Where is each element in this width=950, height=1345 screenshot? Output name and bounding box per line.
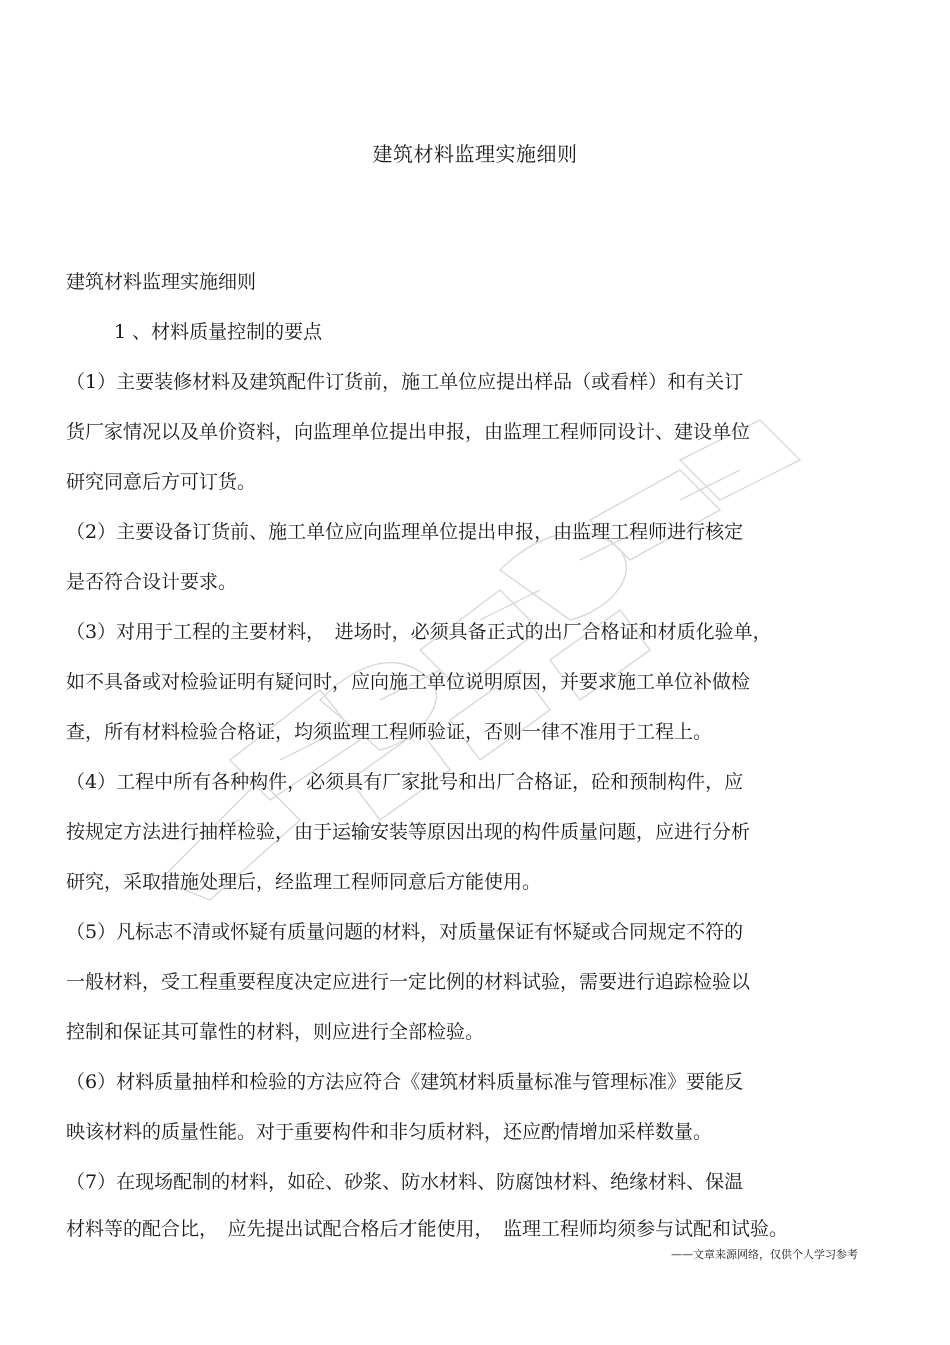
body-line: 建筑材料监理实施细则	[66, 271, 257, 293]
body-line: 研究，采取措施处理后，经监理工程师同意后方能使用。	[66, 871, 542, 893]
body-line: 一般材料，受工程重要程度决定应进行一定比例的材料试验，需要进行追踪检验以	[66, 971, 751, 993]
body-line: 材料等的配合比， 应先提出试配合格后才能使用， 监理工程师均须参与试配和试验。	[66, 1218, 789, 1240]
body-line: 如不具备或对检验证明有疑问时，应向施工单位说明原因，并要求施工单位补做检	[66, 671, 751, 693]
body-line: （1）主要装修材料及建筑配件订货前，施工单位应提出样品（或看样）和有关订	[66, 371, 744, 393]
body-line: （4）工程中所有各种构件，必须具有厂家批号和出厂合格证，砼和预制构件，应	[66, 771, 744, 793]
body-line: 映该材料的质量性能。对于重要构件和非匀质材料，还应酌情增加采样数量。	[66, 1121, 713, 1143]
body-line: 是否符合设计要求。	[66, 571, 238, 593]
body-line: （6）材料质量抽样和检验的方法应符合《建筑材料质量标准与管理标准》要能反	[66, 1071, 744, 1093]
body-line: 控制和保证其可靠性的材料，则应进行全部检验。	[66, 1021, 485, 1043]
body-line: 货厂家情况以及单价资料，向监理单位提出申报，由监理工程师同设计、建设单位	[66, 421, 751, 443]
body-line: 研究同意后方可订货。	[66, 471, 257, 493]
document-title: 建筑材料监理实施细则	[372, 142, 578, 166]
body-line: 查，所有材料检验合格证，均须监理工程师验证，否则一律不准用于工程上。	[66, 721, 713, 743]
body-line: （7）在现场配制的材料，如砼、砂浆、防水材料、防腐蚀材料、绝缘材料、保温	[66, 1171, 744, 1193]
section-heading: 1 、材料质量控制的要点	[114, 321, 323, 343]
body-line: 按规定方法进行抽样检验，由于运输安装等原因出现的构件质量问题，应进行分析	[66, 821, 751, 843]
body-line: （3）对用于工程的主要材料， 进场时，必须具备正式的出厂合格证和材质化验单，	[66, 621, 772, 643]
body-line: （5）凡标志不清或怀疑有质量问题的材料，对质量保证有怀疑或合同规定不符的	[66, 921, 744, 943]
source-footnote: ——文章来源网络，仅供个人学习参考	[671, 1248, 858, 1261]
body-line: （2）主要设备订货前、施工单位应向监理单位提出申报，由监理工程师进行核定	[66, 521, 744, 543]
